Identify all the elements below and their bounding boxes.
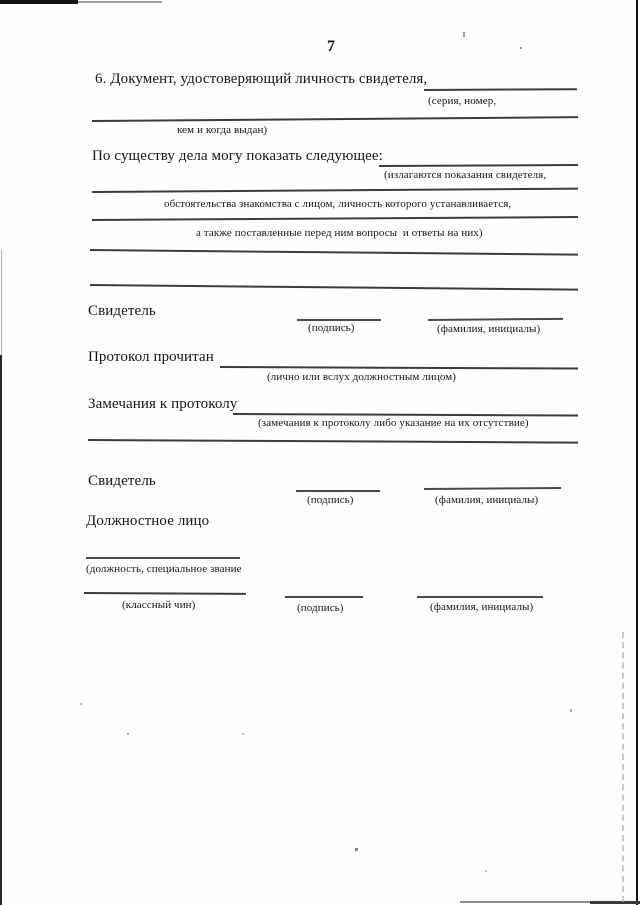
witness2-label: Свидетель	[88, 473, 156, 489]
scan-edge-left-faint	[1, 250, 2, 358]
scan-edge-bottom-dark	[590, 901, 640, 904]
remarks-label: Замечания к протоколу	[88, 396, 238, 412]
witness1-name-line	[428, 318, 563, 321]
official-label: Должностное лицо	[86, 513, 210, 529]
scan-speckle	[570, 709, 572, 712]
scan-edge-top-dark	[0, 0, 78, 4]
witness1-signature-line	[297, 319, 381, 321]
official-name-line	[417, 596, 543, 598]
item6-hint-series-number: (серия, номер,	[428, 95, 497, 107]
scan-edge-top-gray	[78, 1, 162, 3]
scan-edge-bottom-gray	[460, 901, 592, 903]
scan-speckle	[127, 733, 129, 735]
scan-dashed-line	[622, 632, 624, 902]
scan-edge-left-dark	[0, 355, 2, 905]
scan-speckle	[242, 733, 244, 735]
page-number: 7	[327, 38, 335, 55]
item6-hint-issued-by: кем и когда выдан)	[177, 124, 268, 136]
witness1-signature-hint: (подпись)	[308, 322, 355, 334]
testimony-hint-3: а также поставленные перед ним вопросы и ответы на них)	[196, 227, 483, 239]
witness2-name-line	[424, 487, 561, 489]
witness1-label: Свидетель	[88, 303, 156, 319]
scan-speckle	[485, 870, 487, 872]
witness2-signature-hint: (подпись)	[307, 494, 354, 506]
remarks-fill-line	[233, 413, 578, 417]
scan-edge-right	[636, 0, 638, 905]
scan-speckle	[355, 848, 358, 851]
fill-line-testimony-5	[90, 284, 578, 291]
fill-line-item6-continued	[92, 116, 578, 122]
official-signature-line	[285, 596, 363, 598]
scan-speckle	[80, 703, 82, 705]
scan-speckle	[520, 47, 522, 49]
fill-line-testimony-3	[92, 216, 578, 221]
fill-line-testimony-2	[92, 188, 578, 193]
official-signature-hint: (подпись)	[297, 602, 344, 614]
testimony-hint-1: (излагаются показания свидетеля,	[384, 169, 547, 181]
protocol-read-hint: (лично или вслух должностным лицом)	[267, 371, 457, 383]
testimony-label: По существу дела могу показать следующее:	[92, 148, 383, 164]
item6-label: 6. Документ, удостоверяющий личность свидетеля,	[95, 71, 428, 87]
official-position-line	[86, 557, 240, 559]
witness2-name-hint: (фамилия, инициалы)	[435, 494, 539, 506]
protocol-read-label: Протокол прочитан	[88, 349, 214, 365]
official-position-hint: (должность, специальное звание	[86, 563, 242, 575]
scan-speckle	[463, 32, 465, 37]
fill-line-testimony-4	[90, 249, 578, 256]
remarks-hint: (замечания к протоколу либо указание на их отсутствие)	[258, 417, 529, 429]
official-rank-line	[84, 592, 246, 595]
fill-line-item6	[424, 88, 577, 91]
witness1-name-hint: (фамилия, инициалы)	[437, 323, 541, 335]
protocol-read-fill-line	[220, 366, 578, 370]
official-rank-hint: (классный чин)	[122, 599, 196, 611]
testimony-hint-2: обстоятельства знакомства с лицом, личность которого устанавливается,	[164, 198, 512, 210]
remarks-fill-line-2	[88, 439, 578, 444]
official-name-hint: (фамилия, инициалы)	[430, 601, 534, 613]
witness2-signature-line	[296, 490, 380, 492]
fill-line-testimony-1	[379, 164, 578, 167]
